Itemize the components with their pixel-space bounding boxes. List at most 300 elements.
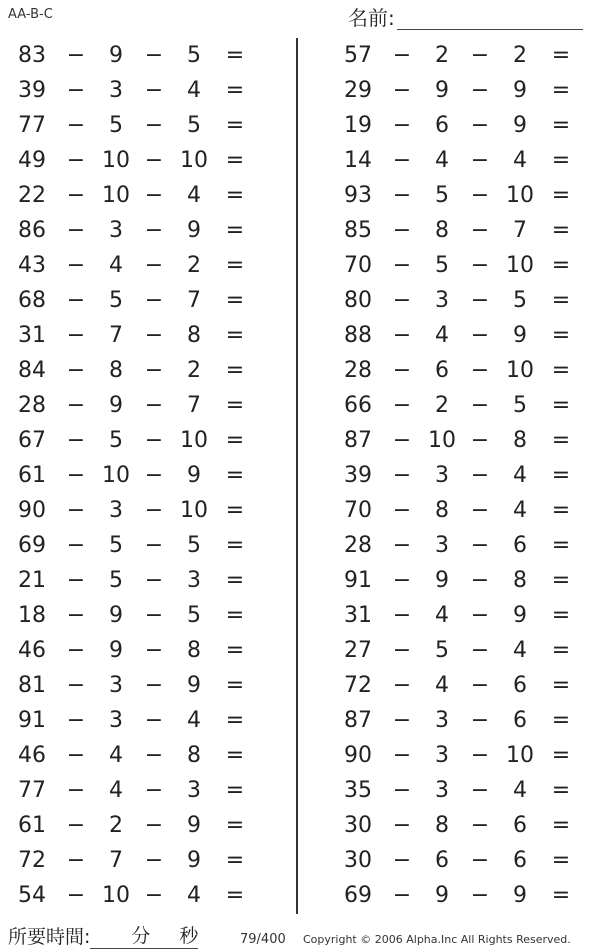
subtrahend-1: 3 bbox=[109, 498, 123, 523]
minus-sign: − bbox=[392, 358, 412, 383]
minus-sign: − bbox=[470, 78, 490, 103]
problem-row bbox=[326, 318, 596, 353]
minus-sign: − bbox=[392, 638, 412, 663]
equals-sign: = bbox=[225, 638, 245, 663]
subtrahend-2: 10 bbox=[506, 253, 534, 278]
subtrahend-1: 3 bbox=[435, 708, 449, 733]
subtrahend-1: 5 bbox=[109, 288, 123, 313]
minuend: 19 bbox=[344, 113, 372, 138]
column-divider bbox=[296, 38, 298, 914]
subtrahend-2: 4 bbox=[187, 883, 201, 908]
subtrahend-1: 6 bbox=[435, 113, 449, 138]
minuend: 91 bbox=[18, 708, 46, 733]
minuend: 68 bbox=[18, 288, 46, 313]
subtrahend-2: 9 bbox=[513, 78, 527, 103]
subtrahend-1: 4 bbox=[435, 323, 449, 348]
equals-sign: = bbox=[551, 218, 571, 243]
minuend: 67 bbox=[18, 428, 46, 453]
minus-sign: − bbox=[470, 253, 490, 278]
problem-row bbox=[0, 423, 270, 458]
minus-sign: − bbox=[470, 568, 490, 593]
subtrahend-1: 8 bbox=[435, 498, 449, 523]
subtrahend-2: 7 bbox=[187, 393, 201, 418]
subtrahend-1: 9 bbox=[109, 393, 123, 418]
minuend: 90 bbox=[344, 743, 372, 768]
problem-row bbox=[326, 563, 596, 598]
equals-sign: = bbox=[551, 393, 571, 418]
minus-sign: − bbox=[66, 743, 86, 768]
equals-sign: = bbox=[551, 288, 571, 313]
equals-sign: = bbox=[551, 568, 571, 593]
subtrahend-1: 4 bbox=[109, 778, 123, 803]
subtrahend-2: 2 bbox=[187, 253, 201, 278]
equals-sign: = bbox=[225, 743, 245, 768]
subtrahend-2: 10 bbox=[180, 148, 208, 173]
problem-row bbox=[326, 668, 596, 703]
problem-row bbox=[326, 703, 596, 738]
minus-sign: − bbox=[470, 673, 490, 698]
subtrahend-1: 5 bbox=[109, 428, 123, 453]
minus-sign: − bbox=[144, 673, 164, 698]
minuend: 80 bbox=[344, 288, 372, 313]
minus-sign: − bbox=[144, 183, 164, 208]
subtrahend-1: 2 bbox=[435, 393, 449, 418]
minus-sign: − bbox=[144, 113, 164, 138]
minus-sign: − bbox=[470, 498, 490, 523]
problem-row bbox=[0, 143, 270, 178]
equals-sign: = bbox=[551, 813, 571, 838]
subtrahend-2: 5 bbox=[513, 393, 527, 418]
problem-row bbox=[326, 213, 596, 248]
minus-sign: − bbox=[144, 78, 164, 103]
subtrahend-1: 3 bbox=[435, 743, 449, 768]
minuend: 18 bbox=[18, 603, 46, 628]
minuend: 28 bbox=[344, 358, 372, 383]
subtrahend-1: 6 bbox=[435, 848, 449, 873]
subtrahend-2: 2 bbox=[513, 43, 527, 68]
minuend: 21 bbox=[18, 568, 46, 593]
minus-sign: − bbox=[144, 498, 164, 523]
minuend: 61 bbox=[18, 813, 46, 838]
subtrahend-2: 7 bbox=[187, 288, 201, 313]
minuend: 22 bbox=[18, 183, 46, 208]
minus-sign: − bbox=[144, 428, 164, 453]
minus-sign: − bbox=[470, 638, 490, 663]
minuend: 28 bbox=[18, 393, 46, 418]
minus-sign: − bbox=[392, 883, 412, 908]
minutes-unit: 分 bbox=[131, 925, 151, 947]
problem-row bbox=[326, 808, 596, 843]
problem-row bbox=[0, 388, 270, 423]
subtrahend-2: 5 bbox=[187, 603, 201, 628]
equals-sign: = bbox=[225, 428, 245, 453]
equals-sign: = bbox=[551, 848, 571, 873]
minus-sign: − bbox=[470, 463, 490, 488]
subtrahend-2: 8 bbox=[513, 568, 527, 593]
subtrahend-1: 4 bbox=[109, 743, 123, 768]
minus-sign: − bbox=[144, 148, 164, 173]
problem-row bbox=[0, 633, 270, 668]
minuend: 43 bbox=[18, 253, 46, 278]
minus-sign: − bbox=[470, 288, 490, 313]
minus-sign: − bbox=[470, 743, 490, 768]
subtrahend-2: 4 bbox=[513, 148, 527, 173]
minuend: 30 bbox=[344, 848, 372, 873]
minus-sign: − bbox=[144, 743, 164, 768]
minus-sign: − bbox=[144, 813, 164, 838]
minutes-blank bbox=[90, 924, 150, 949]
problem-row bbox=[0, 528, 270, 563]
equals-sign: = bbox=[225, 673, 245, 698]
equals-sign: = bbox=[551, 148, 571, 173]
minus-sign: − bbox=[144, 393, 164, 418]
subtrahend-2: 4 bbox=[513, 638, 527, 663]
minus-sign: − bbox=[144, 533, 164, 558]
subtrahend-2: 10 bbox=[180, 498, 208, 523]
equals-sign: = bbox=[551, 253, 571, 278]
minus-sign: − bbox=[66, 253, 86, 278]
copyright: Copyright © 2006 Alpha.Inc All Rights Reserved. bbox=[303, 933, 571, 946]
subtrahend-2: 4 bbox=[187, 78, 201, 103]
minus-sign: − bbox=[470, 43, 490, 68]
minus-sign: − bbox=[144, 463, 164, 488]
minuend: 77 bbox=[18, 113, 46, 138]
problem-row bbox=[326, 178, 596, 213]
minus-sign: − bbox=[470, 813, 490, 838]
minus-sign: − bbox=[66, 813, 86, 838]
minuend: 39 bbox=[18, 78, 46, 103]
minuend: 66 bbox=[344, 393, 372, 418]
minus-sign: − bbox=[470, 428, 490, 453]
minuend: 91 bbox=[344, 568, 372, 593]
minus-sign: − bbox=[144, 358, 164, 383]
equals-sign: = bbox=[225, 533, 245, 558]
minus-sign: − bbox=[392, 323, 412, 348]
subtrahend-1: 9 bbox=[109, 638, 123, 663]
subtrahend-2: 9 bbox=[187, 848, 201, 873]
subtrahend-1: 5 bbox=[109, 533, 123, 558]
subtrahend-2: 9 bbox=[187, 218, 201, 243]
minus-sign: − bbox=[392, 498, 412, 523]
minus-sign: − bbox=[470, 393, 490, 418]
minus-sign: − bbox=[144, 253, 164, 278]
minus-sign: − bbox=[66, 428, 86, 453]
subtrahend-1: 8 bbox=[435, 813, 449, 838]
problem-row bbox=[0, 248, 270, 283]
minus-sign: − bbox=[392, 428, 412, 453]
minus-sign: − bbox=[66, 638, 86, 663]
minus-sign: − bbox=[392, 148, 412, 173]
subtrahend-1: 7 bbox=[109, 848, 123, 873]
problem-row bbox=[0, 178, 270, 213]
subtrahend-1: 3 bbox=[435, 463, 449, 488]
minus-sign: − bbox=[470, 323, 490, 348]
subtrahend-2: 10 bbox=[180, 428, 208, 453]
minuend: 72 bbox=[18, 848, 46, 873]
subtrahend-2: 9 bbox=[513, 603, 527, 628]
equals-sign: = bbox=[225, 288, 245, 313]
subtrahend-2: 8 bbox=[187, 638, 201, 663]
minus-sign: − bbox=[392, 463, 412, 488]
minus-sign: − bbox=[66, 183, 86, 208]
subtrahend-2: 4 bbox=[513, 778, 527, 803]
problem-row bbox=[326, 633, 596, 668]
equals-sign: = bbox=[225, 498, 245, 523]
subtrahend-1: 3 bbox=[109, 708, 123, 733]
subtrahend-2: 2 bbox=[187, 358, 201, 383]
subtrahend-2: 9 bbox=[513, 883, 527, 908]
subtrahend-1: 9 bbox=[435, 568, 449, 593]
minus-sign: − bbox=[392, 253, 412, 278]
problem-row bbox=[0, 353, 270, 388]
minus-sign: − bbox=[144, 603, 164, 628]
equals-sign: = bbox=[551, 778, 571, 803]
minus-sign: − bbox=[470, 883, 490, 908]
minuend: 46 bbox=[18, 743, 46, 768]
subtrahend-1: 3 bbox=[109, 218, 123, 243]
equals-sign: = bbox=[225, 778, 245, 803]
subtrahend-1: 7 bbox=[109, 323, 123, 348]
minuend: 70 bbox=[344, 253, 372, 278]
minuend: 84 bbox=[18, 358, 46, 383]
minus-sign: − bbox=[470, 778, 490, 803]
equals-sign: = bbox=[225, 568, 245, 593]
subtrahend-1: 3 bbox=[435, 778, 449, 803]
subtrahend-1: 3 bbox=[435, 533, 449, 558]
subtrahend-2: 4 bbox=[513, 463, 527, 488]
minus-sign: − bbox=[470, 183, 490, 208]
minus-sign: − bbox=[144, 568, 164, 593]
problem-row bbox=[0, 563, 270, 598]
subtrahend-1: 8 bbox=[109, 358, 123, 383]
minus-sign: − bbox=[392, 183, 412, 208]
minuend: 28 bbox=[344, 533, 372, 558]
equals-sign: = bbox=[225, 43, 245, 68]
minuend: 72 bbox=[344, 673, 372, 698]
subtrahend-2: 9 bbox=[187, 673, 201, 698]
problem-row bbox=[326, 73, 596, 108]
minus-sign: − bbox=[144, 638, 164, 663]
problem-row bbox=[0, 318, 270, 353]
problem-row bbox=[326, 598, 596, 633]
problem-row bbox=[326, 108, 596, 143]
minuend: 87 bbox=[344, 428, 372, 453]
page-number: 79/400 bbox=[240, 932, 286, 947]
minus-sign: − bbox=[392, 288, 412, 313]
equals-sign: = bbox=[551, 113, 571, 138]
minus-sign: − bbox=[144, 778, 164, 803]
problem-row bbox=[0, 668, 270, 703]
equals-sign: = bbox=[225, 78, 245, 103]
equals-sign: = bbox=[225, 253, 245, 278]
problem-row bbox=[326, 283, 596, 318]
equals-sign: = bbox=[551, 43, 571, 68]
minuend: 27 bbox=[344, 638, 372, 663]
subtrahend-1: 3 bbox=[109, 78, 123, 103]
minus-sign: − bbox=[144, 323, 164, 348]
equals-sign: = bbox=[551, 673, 571, 698]
name-field bbox=[348, 6, 583, 30]
minuend: 88 bbox=[344, 323, 372, 348]
subtrahend-2: 6 bbox=[513, 813, 527, 838]
minus-sign: − bbox=[392, 393, 412, 418]
minus-sign: − bbox=[66, 288, 86, 313]
subtrahend-1: 5 bbox=[435, 638, 449, 663]
subtrahend-2: 9 bbox=[187, 463, 201, 488]
minus-sign: − bbox=[470, 533, 490, 558]
subtrahend-2: 5 bbox=[513, 288, 527, 313]
seconds-unit: 秒 bbox=[179, 925, 199, 947]
name-line bbox=[397, 7, 583, 30]
equals-sign: = bbox=[551, 883, 571, 908]
equals-sign: = bbox=[225, 323, 245, 348]
problem-row bbox=[326, 493, 596, 528]
equals-sign: = bbox=[225, 813, 245, 838]
subtrahend-1: 9 bbox=[109, 603, 123, 628]
minus-sign: − bbox=[66, 43, 86, 68]
minus-sign: − bbox=[66, 463, 86, 488]
subtrahend-2: 6 bbox=[513, 708, 527, 733]
problem-row bbox=[0, 283, 270, 318]
equals-sign: = bbox=[225, 393, 245, 418]
subtrahend-1: 6 bbox=[435, 358, 449, 383]
problem-row bbox=[326, 738, 596, 773]
seconds-blank bbox=[150, 924, 198, 949]
minus-sign: − bbox=[392, 848, 412, 873]
subtrahend-2: 10 bbox=[506, 358, 534, 383]
problem-row bbox=[326, 528, 596, 563]
subtrahend-1: 4 bbox=[109, 253, 123, 278]
minus-sign: − bbox=[144, 883, 164, 908]
equals-sign: = bbox=[551, 428, 571, 453]
minuend: 30 bbox=[344, 813, 372, 838]
minuend: 46 bbox=[18, 638, 46, 663]
minus-sign: − bbox=[470, 218, 490, 243]
minus-sign: − bbox=[66, 778, 86, 803]
subtrahend-2: 10 bbox=[506, 183, 534, 208]
minus-sign: − bbox=[66, 533, 86, 558]
subtrahend-1: 10 bbox=[102, 883, 130, 908]
minuend: 81 bbox=[18, 673, 46, 698]
minus-sign: − bbox=[392, 813, 412, 838]
worksheet-code: AA-B-C bbox=[8, 7, 53, 22]
subtrahend-1: 4 bbox=[435, 673, 449, 698]
minuend: 57 bbox=[344, 43, 372, 68]
problem-row bbox=[0, 808, 270, 843]
problem-row bbox=[326, 143, 596, 178]
subtrahend-1: 4 bbox=[435, 148, 449, 173]
subtrahend-2: 8 bbox=[187, 743, 201, 768]
subtrahend-1: 5 bbox=[435, 183, 449, 208]
minuend: 54 bbox=[18, 883, 46, 908]
subtrahend-2: 9 bbox=[187, 813, 201, 838]
subtrahend-2: 6 bbox=[513, 673, 527, 698]
minus-sign: − bbox=[66, 78, 86, 103]
minus-sign: − bbox=[66, 848, 86, 873]
subtrahend-2: 5 bbox=[187, 43, 201, 68]
subtrahend-1: 9 bbox=[435, 883, 449, 908]
problem-row bbox=[326, 38, 596, 73]
subtrahend-1: 10 bbox=[102, 148, 130, 173]
problem-row bbox=[326, 843, 596, 878]
minus-sign: − bbox=[66, 148, 86, 173]
minus-sign: − bbox=[66, 883, 86, 908]
minus-sign: − bbox=[470, 113, 490, 138]
minuend: 69 bbox=[18, 533, 46, 558]
equals-sign: = bbox=[225, 358, 245, 383]
minus-sign: − bbox=[66, 323, 86, 348]
minuend: 29 bbox=[344, 78, 372, 103]
problem-row bbox=[0, 598, 270, 633]
right-problem-column bbox=[326, 38, 596, 913]
subtrahend-1: 3 bbox=[435, 288, 449, 313]
minus-sign: − bbox=[144, 708, 164, 733]
minuend: 86 bbox=[18, 218, 46, 243]
equals-sign: = bbox=[551, 463, 571, 488]
problem-row bbox=[0, 458, 270, 493]
minuend: 61 bbox=[18, 463, 46, 488]
subtrahend-1: 9 bbox=[109, 43, 123, 68]
minuend: 14 bbox=[344, 148, 372, 173]
equals-sign: = bbox=[551, 533, 571, 558]
equals-sign: = bbox=[551, 183, 571, 208]
problem-row bbox=[326, 458, 596, 493]
equals-sign: = bbox=[225, 603, 245, 628]
name-label: 名前: bbox=[348, 6, 395, 30]
equals-sign: = bbox=[225, 148, 245, 173]
minus-sign: − bbox=[470, 603, 490, 628]
subtrahend-1: 5 bbox=[109, 113, 123, 138]
minus-sign: − bbox=[144, 848, 164, 873]
subtrahend-2: 4 bbox=[187, 183, 201, 208]
problem-row bbox=[326, 353, 596, 388]
equals-sign: = bbox=[225, 848, 245, 873]
subtrahend-1: 5 bbox=[435, 253, 449, 278]
subtrahend-1: 3 bbox=[109, 673, 123, 698]
equals-sign: = bbox=[551, 743, 571, 768]
problem-row bbox=[0, 878, 270, 913]
minuend: 39 bbox=[344, 463, 372, 488]
subtrahend-2: 8 bbox=[513, 428, 527, 453]
minuend: 49 bbox=[18, 148, 46, 173]
equals-sign: = bbox=[551, 358, 571, 383]
minus-sign: − bbox=[470, 848, 490, 873]
subtrahend-1: 5 bbox=[109, 568, 123, 593]
subtrahend-1: 10 bbox=[428, 428, 456, 453]
problem-row bbox=[326, 878, 596, 913]
problem-row bbox=[0, 73, 270, 108]
minus-sign: − bbox=[66, 568, 86, 593]
subtrahend-2: 6 bbox=[513, 533, 527, 558]
subtrahend-2: 5 bbox=[187, 113, 201, 138]
minus-sign: − bbox=[66, 358, 86, 383]
subtrahend-2: 4 bbox=[187, 708, 201, 733]
minuend: 85 bbox=[344, 218, 372, 243]
minus-sign: − bbox=[66, 393, 86, 418]
subtrahend-2: 6 bbox=[513, 848, 527, 873]
minuend: 70 bbox=[344, 498, 372, 523]
minuend: 87 bbox=[344, 708, 372, 733]
equals-sign: = bbox=[551, 498, 571, 523]
subtrahend-1: 2 bbox=[109, 813, 123, 838]
minuend: 31 bbox=[344, 603, 372, 628]
equals-sign: = bbox=[225, 183, 245, 208]
subtrahend-1: 10 bbox=[102, 183, 130, 208]
equals-sign: = bbox=[225, 883, 245, 908]
time-label: 所要時間: bbox=[8, 926, 91, 948]
minus-sign: − bbox=[392, 43, 412, 68]
subtrahend-1: 4 bbox=[435, 603, 449, 628]
